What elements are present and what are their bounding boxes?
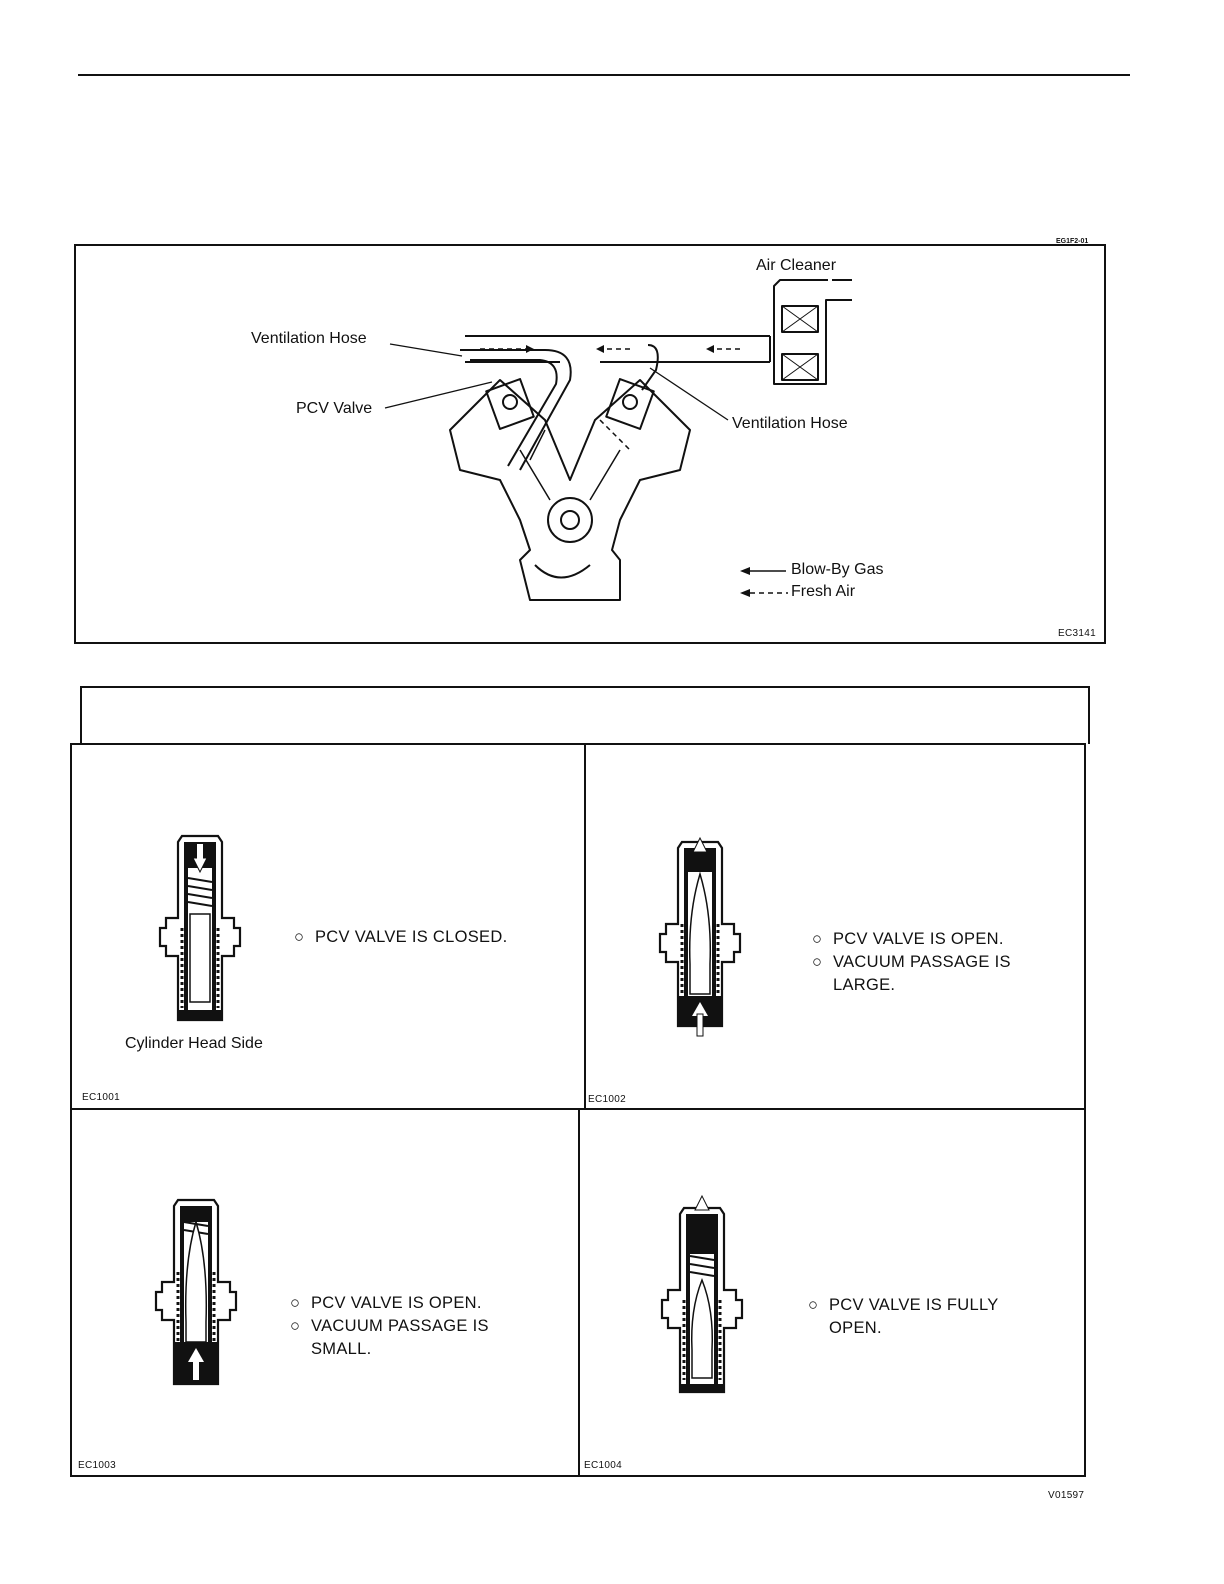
state-line: PCV VALVE IS FULLY <box>829 1296 999 1314</box>
state-line: PCV VALVE IS OPEN. <box>311 1294 482 1312</box>
ref-code-ec1003: EC1003 <box>78 1460 116 1471</box>
circle-bullet-icon: ○ <box>812 953 823 971</box>
ref-code-ec1001: EC1001 <box>82 1092 120 1103</box>
engine-figure-frame <box>74 244 1106 644</box>
circle-bullet-icon: ○ <box>808 1296 819 1314</box>
engine-figure-ref-code: EC3141 <box>1058 628 1096 639</box>
legend-fresh-air: Fresh Air <box>791 583 856 600</box>
state-line: LARGE. <box>833 976 896 994</box>
label-air-cleaner: Air Cleaner <box>756 257 837 274</box>
engine-figure-ref-top: EG1F2-01 <box>1056 238 1089 245</box>
ref-code-ec1002: EC1002 <box>588 1094 626 1105</box>
state-line: PCV VALVE IS OPEN. <box>833 930 1004 948</box>
state-line: OPEN. <box>829 1319 882 1337</box>
caption-cylinder-head-side: Cylinder Head Side <box>125 1035 263 1052</box>
page-ref-code: V01597 <box>1048 1490 1085 1501</box>
state-line: PCV VALVE IS CLOSED. <box>315 928 508 946</box>
ref-code-ec1004: EC1004 <box>584 1460 622 1471</box>
grid-divider-vertical-top <box>584 743 586 1109</box>
grid-divider-horizontal <box>70 1108 1086 1110</box>
label-ventilation-hose-left: Ventilation Hose <box>251 330 367 347</box>
circle-bullet-icon: ○ <box>812 930 823 948</box>
valve-state-open-small-text <box>290 1292 489 1361</box>
valve-state-open-large-text <box>812 928 1011 997</box>
valve-state-fully-open-text <box>808 1294 999 1340</box>
valve-state-closed-text <box>294 926 507 949</box>
circle-bullet-icon: ○ <box>290 1294 301 1312</box>
top-rule <box>78 74 1130 76</box>
legend-blow-by-gas: Blow-By Gas <box>791 561 884 578</box>
state-line: VACUUM PASSAGE IS <box>833 953 1011 971</box>
label-ventilation-hose-right: Ventilation Hose <box>732 415 848 432</box>
state-line: SMALL. <box>311 1340 372 1358</box>
valve-states-header-frame <box>80 686 1090 744</box>
circle-bullet-icon: ○ <box>290 1317 301 1335</box>
circle-bullet-icon: ○ <box>294 928 305 946</box>
state-line: VACUUM PASSAGE IS <box>311 1317 489 1335</box>
grid-divider-vertical-bottom <box>578 1109 580 1477</box>
label-pcv-valve: PCV Valve <box>296 400 373 417</box>
